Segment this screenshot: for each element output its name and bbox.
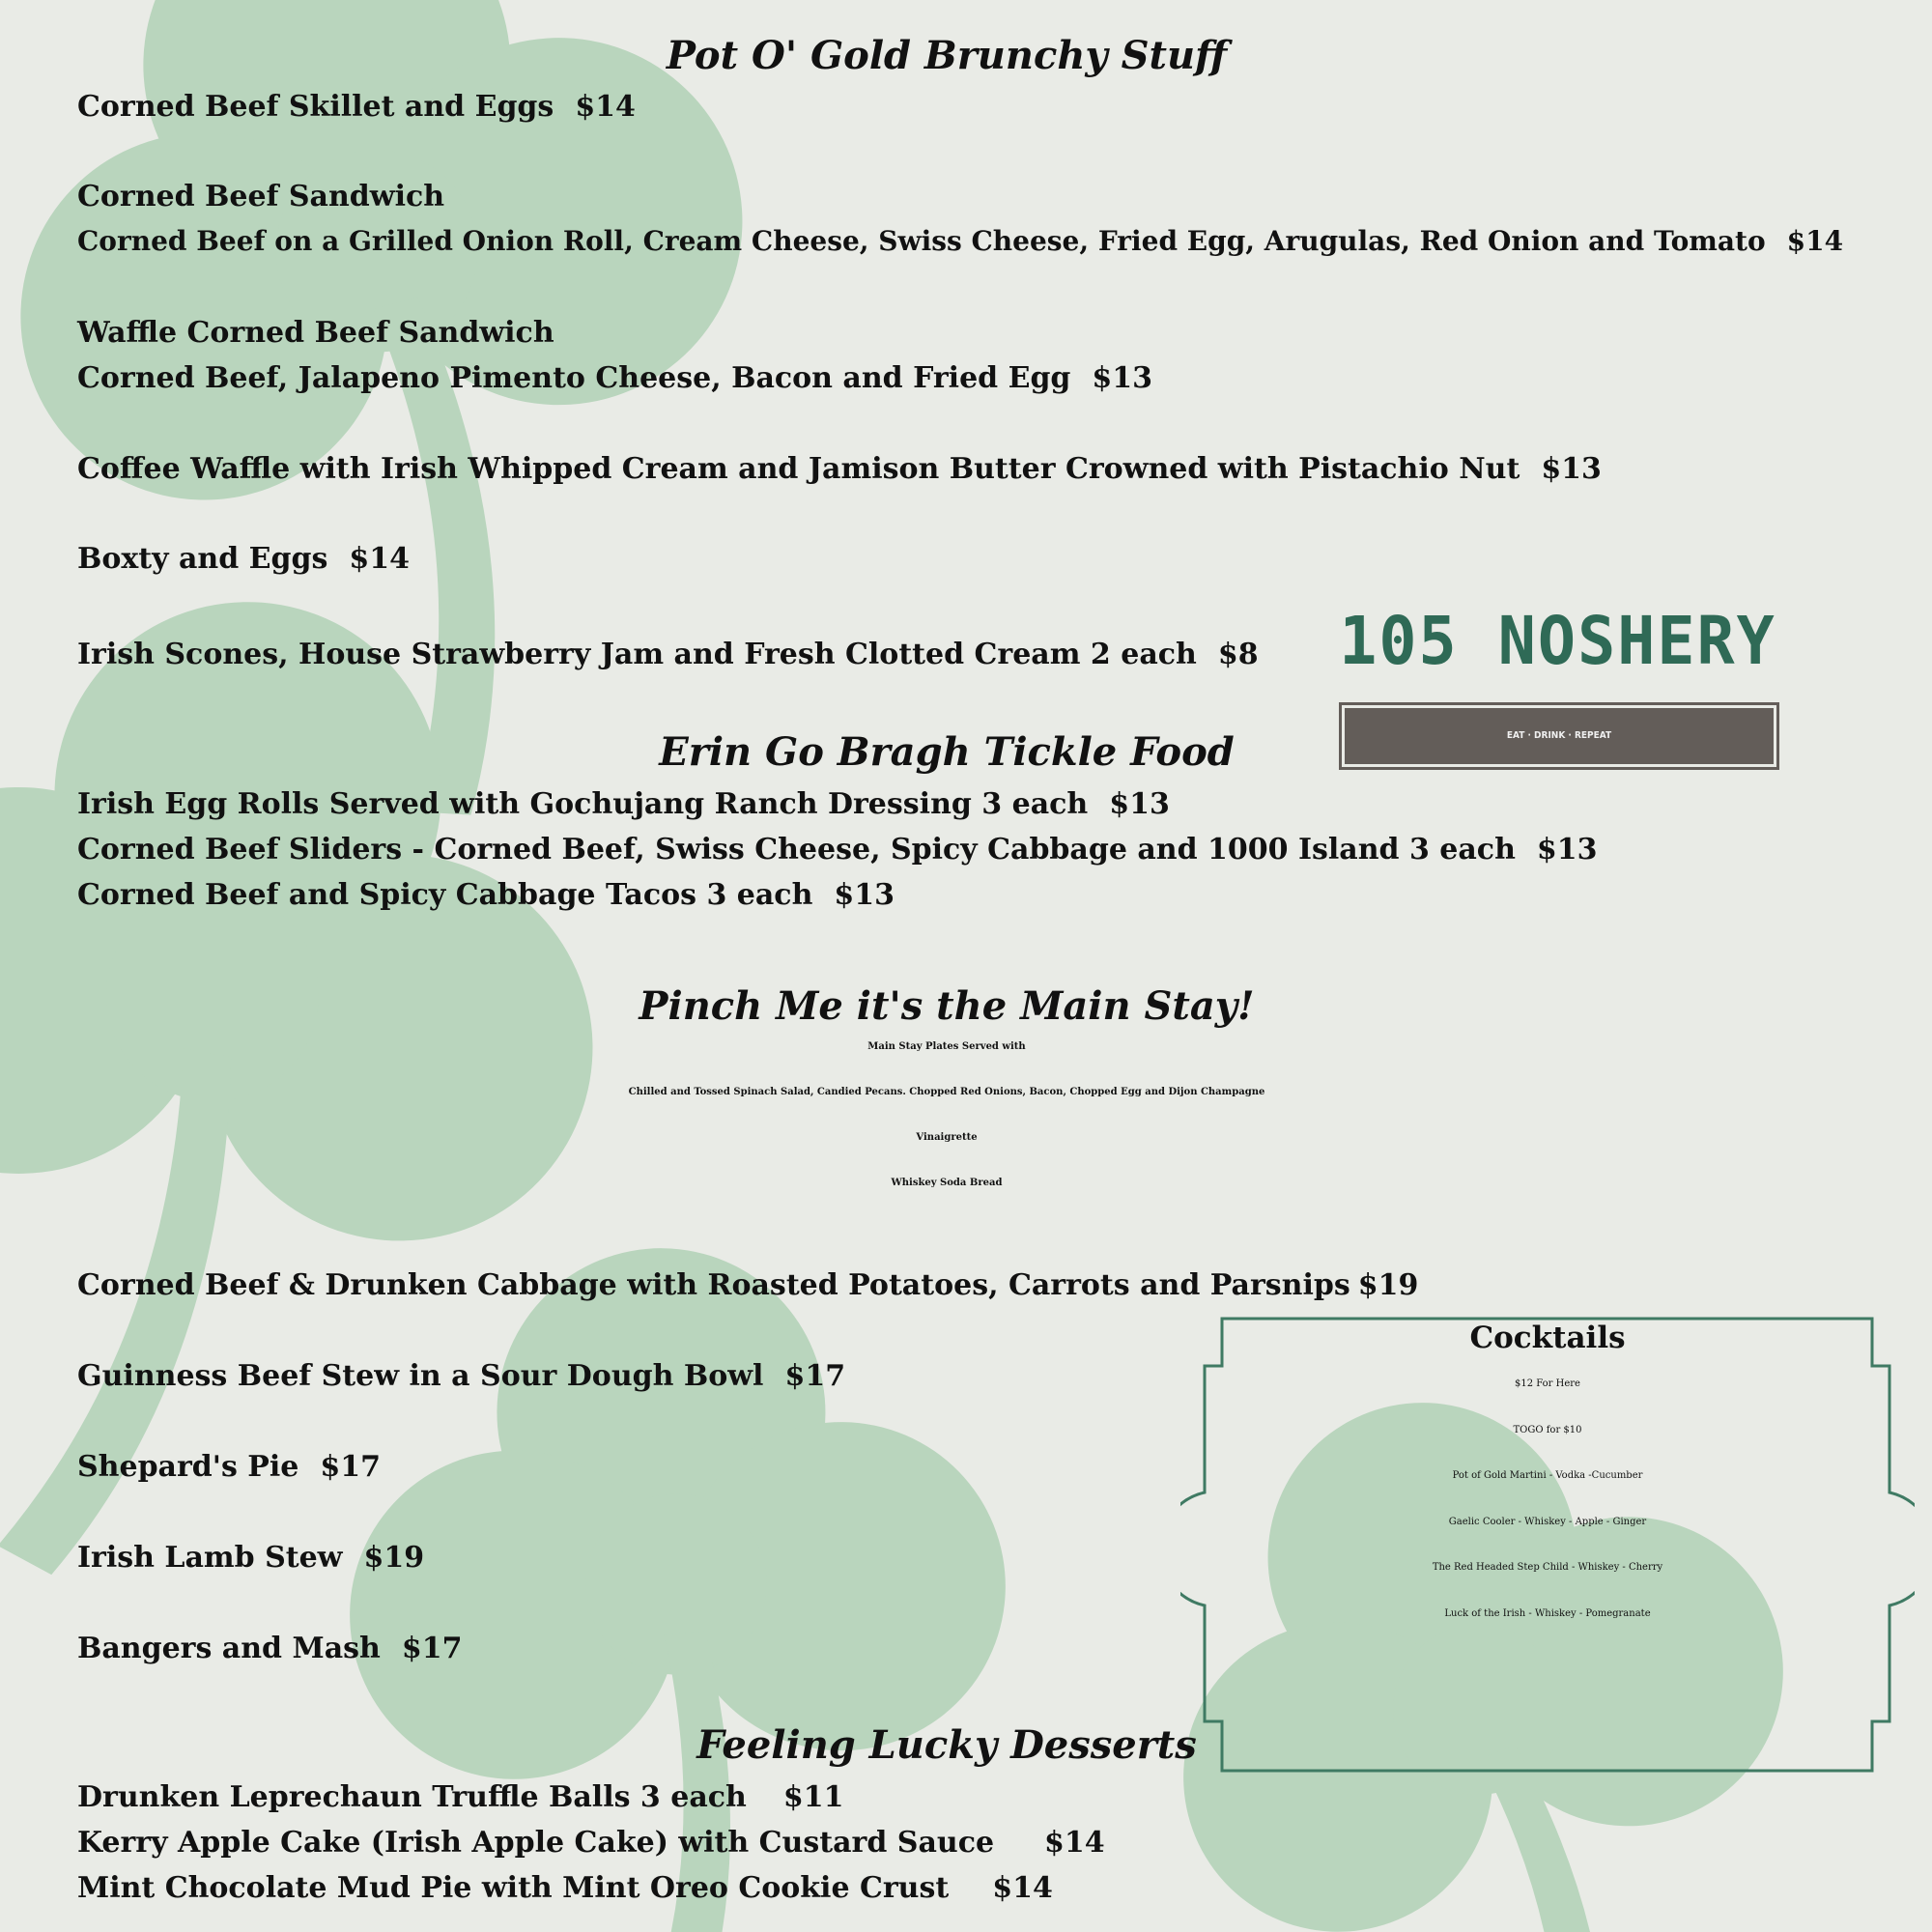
menu-item [77, 787, 1170, 821]
section-title-brunch: Pot O' Gold Brunchy Stuff [666, 33, 1228, 78]
item-name: Coffee Waffle with Irish Whipped Cream and Jamison Butter Crowned with Pistachio Nut [77, 452, 1520, 486]
item-price: $17 [401, 1632, 463, 1665]
item-price: $8 [1217, 638, 1259, 671]
cocktail-line: Pot of Gold Martini - Vodka -Cucumber [1452, 1470, 1643, 1481]
item-price: $19 [1357, 1268, 1419, 1302]
menu-item-desc [77, 361, 1152, 395]
menu-item [77, 1450, 381, 1484]
item-price: $14 [1786, 225, 1844, 257]
cocktails-title: Cocktails [1469, 1321, 1626, 1355]
item-name: Drunken Leprechaun Truffle Balls 3 each [77, 1780, 747, 1814]
item-price: $13 [1541, 452, 1602, 486]
menu-item [77, 1780, 843, 1814]
item-name: Irish Egg Rolls Served with Gochujang Ranch Dressing 3 each [77, 787, 1089, 821]
menu-item [77, 452, 1602, 486]
bread-description: Whiskey Soda Bread [891, 1178, 1003, 1188]
menu-item [77, 1268, 1418, 1302]
cocktail-line: TOGO for $10 [1513, 1424, 1582, 1435]
item-price: $14 [1044, 1826, 1105, 1860]
item-name: Boxty and Eggs [77, 542, 328, 576]
item-price: $14 [575, 90, 636, 124]
item-name: Corned Beef Skillet and Eggs [77, 90, 554, 124]
menu-item-desc [77, 225, 1843, 257]
menu-item [77, 90, 636, 124]
item-price: $13 [1536, 833, 1598, 867]
item-name: Corned Beef & Drunken Cabbage with Roasted Potatoes, Carrots and Parsnips [77, 1268, 1350, 1302]
item-price: $11 [782, 1780, 844, 1814]
menu-item [77, 878, 895, 912]
logo-name: 105 NOSHERY [1339, 604, 1776, 680]
menu-item [77, 1871, 1053, 1905]
cocktail-line: The Red Headed Step Child - Whiskey - Cherry [1432, 1562, 1663, 1573]
section-title-tickle-food: Erin Go Bragh Tickle Food [659, 729, 1235, 775]
item-name: Shepard's Pie [77, 1450, 299, 1484]
item-price: $19 [363, 1541, 425, 1575]
cocktail-line: Luck of the Irish - Whiskey - Pomegranate [1444, 1607, 1651, 1619]
menu-item [77, 542, 410, 576]
item-name: Corned Beef and Spicy Cabbage Tacos 3 each [77, 878, 813, 912]
menu-item [77, 1541, 424, 1575]
section-title-desserts: Feeling Lucky Desserts [696, 1722, 1197, 1768]
salad-description: Chilled and Tossed Spinach Salad, Candied Pecans. Chopped Red Onions, Bacon, Chopped Egg and Dijon Champagne [628, 1087, 1265, 1097]
salad-description-cont: Vinaigrette [916, 1132, 978, 1143]
item-name: Corned Beef Sandwich [77, 180, 445, 213]
cocktail-line: $12 For Here [1515, 1378, 1580, 1389]
item-price: $17 [784, 1359, 846, 1393]
item-price: $17 [320, 1450, 381, 1484]
menu-item [77, 833, 1598, 867]
menu-item [77, 1632, 462, 1665]
item-desc: Corned Beef, Jalapeno Pimento Cheese, Bacon and Fried Egg [77, 361, 1071, 395]
cocktail-line: Gaelic Cooler - Whiskey - Apple - Ginger [1448, 1516, 1647, 1527]
item-desc: Corned Beef on a Grilled Onion Roll, Cream Cheese, Swiss Cheese, Fried Egg, Arugulas, Red Onion and Tomato [77, 225, 1766, 257]
item-name: Irish Lamb Stew [77, 1541, 343, 1575]
item-name: Bangers and Mash [77, 1632, 381, 1665]
section-title-main-stay: Pinch Me it's the Main Stay! [639, 983, 1255, 1029]
item-price: $13 [1109, 787, 1170, 821]
item-price: $13 [1092, 361, 1153, 395]
item-price: $13 [834, 878, 895, 912]
item-name: Kerry Apple Cake (Irish Apple Cake) with Custard Sauce [77, 1826, 995, 1860]
item-name: Mint Chocolate Mud Pie with Mint Oreo Cookie Crust [77, 1871, 950, 1905]
item-name: Corned Beef Sliders - Corned Beef, Swiss Cheese, Spicy Cabbage and 1000 Island 3 each [77, 833, 1516, 867]
logo-tagline: EAT · DRINK · REPEAT [1342, 705, 1776, 767]
item-name: Guinness Beef Stew in a Sour Dough Bowl [77, 1359, 764, 1393]
item-name: Waffle Corned Beef Sandwich [77, 316, 554, 350]
cocktails-box [1180, 1316, 1915, 1776]
item-price: $14 [992, 1871, 1053, 1905]
served-with-heading: Main Stay Plates Served with [867, 1041, 1026, 1052]
item-name: Irish Scones, House Strawberry Jam and Fresh Clotted Cream 2 each [77, 638, 1197, 671]
menu-item [77, 1826, 1105, 1860]
menu-item [77, 638, 1259, 671]
item-price: $14 [349, 542, 410, 576]
menu-item [77, 1359, 845, 1393]
